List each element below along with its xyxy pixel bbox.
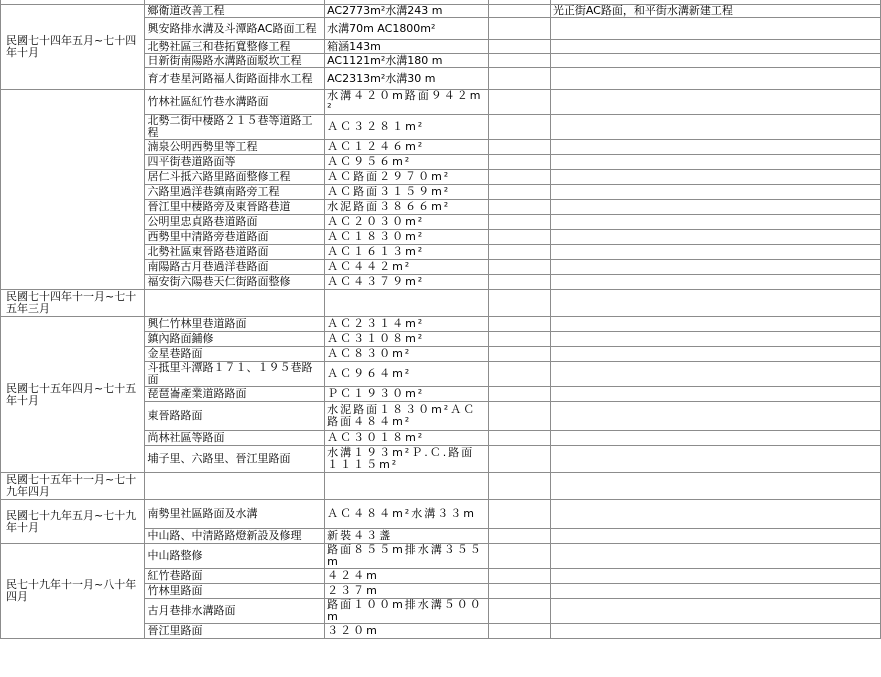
project-name-cell: 古月巷排水溝路面 <box>145 599 324 623</box>
project-name-cell: 鄉衛道改善工程 <box>145 5 324 17</box>
quantity-cell: 水溝４２０m路面９４２m² <box>325 90 488 114</box>
blank-cell <box>489 215 550 229</box>
quantity-cell <box>325 473 488 499</box>
quantity-cell: ＡＣ９５６m² <box>325 155 488 169</box>
quantity-cell: ＡＣ４３７９m² <box>325 275 488 289</box>
note-cell <box>551 402 880 430</box>
project-name-cell: 斗抵里斗潭路１７１、１９５巷路面 <box>145 362 324 386</box>
note-cell <box>551 185 880 199</box>
quantity-cell: ＡＣ９６４m² <box>325 362 488 386</box>
project-name-cell <box>145 473 324 499</box>
blank-cell <box>489 362 550 386</box>
blank-cell <box>489 317 550 331</box>
blank-cell <box>489 387 550 401</box>
blank-cell <box>489 500 550 528</box>
project-name-cell: 尚林社區等路面 <box>145 431 324 445</box>
project-name-cell: 紅竹巷路面 <box>145 569 324 583</box>
table-row <box>1 544 880 568</box>
project-name-cell: 北勢社區三和巷拓寬整修工程 <box>145 40 324 53</box>
blank-cell <box>489 115 550 139</box>
blank-cell <box>489 599 550 623</box>
quantity-cell: 箱涵143m <box>325 40 488 53</box>
note-cell <box>551 155 880 169</box>
note-cell <box>551 569 880 583</box>
blank-cell <box>489 54 550 67</box>
blank-cell <box>489 18 550 39</box>
note-cell <box>551 90 880 114</box>
project-name-cell: 興仁竹林里巷道路面 <box>145 317 324 331</box>
table-row <box>1 317 880 331</box>
note-cell <box>551 446 880 472</box>
quantity-cell: ＡＣ３２８１m² <box>325 115 488 139</box>
project-name-cell: 中山路整修 <box>145 544 324 568</box>
project-name-cell: 育才巷星河路福人街路面排水工程 <box>145 68 324 89</box>
blank-cell <box>489 200 550 214</box>
note-cell <box>551 332 880 346</box>
quantity-cell: ２３７m <box>325 584 488 598</box>
blank-cell <box>489 68 550 89</box>
table-row <box>1 90 880 114</box>
note-cell <box>551 230 880 244</box>
note-cell <box>551 599 880 623</box>
project-name-cell: 埔子里、六路里、晉江里路面 <box>145 446 324 472</box>
note-cell <box>551 347 880 361</box>
blank-cell <box>489 245 550 259</box>
period-cell: 民國七十四年五月~七十四年十月 <box>1 5 144 89</box>
quantity-cell: ＡＣ８３０m² <box>325 347 488 361</box>
note-cell <box>551 275 880 289</box>
note-cell <box>551 18 880 39</box>
note-cell <box>551 500 880 528</box>
project-name-cell: 北勢社區東晉路巷道路面 <box>145 245 324 259</box>
project-name-cell: 晉江里路面 <box>145 624 324 638</box>
blank-cell <box>489 584 550 598</box>
blank-cell <box>489 275 550 289</box>
blank-cell <box>489 260 550 274</box>
blank-cell <box>489 347 550 361</box>
note-cell <box>551 140 880 154</box>
blank-cell <box>489 446 550 472</box>
project-name-cell: 金星巷路面 <box>145 347 324 361</box>
note-cell <box>551 215 880 229</box>
blank-cell <box>489 230 550 244</box>
project-name-cell: 六路里過洋巷鎮南路旁工程 <box>145 185 324 199</box>
project-name-cell: 南陽路古月巷過洋巷路面 <box>145 260 324 274</box>
blank-cell <box>489 5 550 17</box>
note-cell <box>551 68 880 89</box>
note-cell <box>551 317 880 331</box>
quantity-cell: 水泥路面３８６６m² <box>325 200 488 214</box>
blank-cell <box>489 332 550 346</box>
project-name-cell: 西勢里中清路旁巷道路面 <box>145 230 324 244</box>
blank-cell <box>489 140 550 154</box>
quantity-cell: 水泥路面１８３０m²ＡＣ路面４８４m² <box>325 402 488 430</box>
quantity-cell: 路面８５５m排水溝３５５m <box>325 544 488 568</box>
quantity-cell: ＡＣ１２４６m² <box>325 140 488 154</box>
period-cell: 民七十九年十一月~八十年四月 <box>1 544 144 638</box>
quantity-cell: 路面１００m排水溝５００m <box>325 599 488 623</box>
note-cell <box>551 431 880 445</box>
project-name-cell: 公明里忠貞路巷道路面 <box>145 215 324 229</box>
table-row <box>1 0 880 4</box>
note-cell <box>551 290 880 316</box>
blank-cell <box>489 0 550 4</box>
blank-cell <box>489 90 550 114</box>
project-name-cell <box>145 0 324 4</box>
blank-cell <box>489 170 550 184</box>
note-cell <box>551 0 880 4</box>
note-cell <box>551 584 880 598</box>
period-cell: 民國七十五年四月~七十五年十月 <box>1 317 144 472</box>
quantity-cell: AC2313m²水溝30 m <box>325 68 488 89</box>
project-name-cell: 湳泉公明西勢里等工程 <box>145 140 324 154</box>
blank-cell <box>489 402 550 430</box>
note-cell <box>551 387 880 401</box>
note-cell <box>551 115 880 139</box>
project-name-cell: 竹林社區紅竹巷水溝路面 <box>145 90 324 114</box>
blank-cell <box>489 290 550 316</box>
project-name-cell: 福安街六陽巷天仁街路面整修 <box>145 275 324 289</box>
project-name-cell: 興安路排水溝及斗潭路AC路面工程 <box>145 18 324 39</box>
blank-cell <box>489 529 550 543</box>
quantity-cell: 新裝４３盞 <box>325 529 488 543</box>
note-cell <box>551 54 880 67</box>
note-cell <box>551 473 880 499</box>
project-name-cell: 琵琶崙產業道路路面 <box>145 387 324 401</box>
project-name-cell: 鎮內路面鋪修 <box>145 332 324 346</box>
note-cell <box>551 245 880 259</box>
quantity-cell: 水溝70m AC1800m² <box>325 18 488 39</box>
table-row <box>1 500 880 528</box>
project-name-cell: 東晉路路面 <box>145 402 324 430</box>
blank-cell <box>489 40 550 53</box>
project-name-cell: 竹林里路面 <box>145 584 324 598</box>
quantity-cell: ３２０m <box>325 624 488 638</box>
quantity-cell: ＡＣ１６１３m² <box>325 245 488 259</box>
quantity-cell: ４２４m <box>325 569 488 583</box>
quantity-cell: ＰＣ１９３０m² <box>325 387 488 401</box>
quantity-cell: ＡＣ４８４m²水溝３３m <box>325 500 488 528</box>
blank-cell <box>489 185 550 199</box>
quantity-cell: ＡＣ４４２m² <box>325 260 488 274</box>
blank-cell <box>489 569 550 583</box>
blank-cell <box>489 624 550 638</box>
note-cell <box>551 200 880 214</box>
quantity-cell: ＡＣ２０３０m² <box>325 215 488 229</box>
blank-cell <box>489 431 550 445</box>
project-name-cell: 四平街巷道路面等 <box>145 155 324 169</box>
table-row <box>1 290 880 316</box>
project-name-cell: 北勢二街中棲路２１５巷等道路工程 <box>145 115 324 139</box>
period-cell: 民國七十九年五月~七十九年十月 <box>1 500 144 543</box>
note-cell <box>551 624 880 638</box>
quantity-cell: ＡＣ路面２９７０m² <box>325 170 488 184</box>
table-row <box>1 5 880 17</box>
note-cell <box>551 40 880 53</box>
quantity-cell: ＡＣ１８３０m² <box>325 230 488 244</box>
projects-table-body <box>1 0 880 638</box>
blank-cell <box>489 544 550 568</box>
period-cell <box>1 90 144 289</box>
project-name-cell: 南勢里社區路面及水溝 <box>145 500 324 528</box>
period-cell: 民國七十五年十一月~七十九年四月 <box>1 473 144 499</box>
note-cell <box>551 260 880 274</box>
quantity-cell: AC2773m²水溝243 m <box>325 5 488 17</box>
project-name-cell <box>145 290 324 316</box>
quantity-cell <box>325 0 488 4</box>
note-cell <box>551 170 880 184</box>
quantity-cell: ＡＣ３０１８m² <box>325 431 488 445</box>
quantity-cell: ＡＣ２３１４m² <box>325 317 488 331</box>
note-cell <box>551 544 880 568</box>
table-row <box>1 473 880 499</box>
quantity-cell: AC1121m²水溝180 m <box>325 54 488 67</box>
note-cell: 光正街AC路面，和平街水溝新建工程 <box>551 5 880 17</box>
project-name-cell: 晉江里中棲路旁及東晉路巷道 <box>145 200 324 214</box>
note-cell <box>551 362 880 386</box>
project-name-cell: 日新街南陽路水溝路面駁坎工程 <box>145 54 324 67</box>
blank-cell <box>489 155 550 169</box>
quantity-cell <box>325 290 488 316</box>
quantity-cell: ＡＣ３１０８m² <box>325 332 488 346</box>
quantity-cell: 水溝１９３m²Ｐ.Ｃ.路面１１１５m² <box>325 446 488 472</box>
period-cell <box>1 0 144 4</box>
blank-cell <box>489 473 550 499</box>
note-cell <box>551 529 880 543</box>
quantity-cell: ＡＣ路面３１５９m² <box>325 185 488 199</box>
project-name-cell: 居仁斗抵六路里路面整修工程 <box>145 170 324 184</box>
project-name-cell: 中山路、中清路路燈新設及修理 <box>145 529 324 543</box>
period-cell: 民國七十四年十一月~七十五年三月 <box>1 290 144 316</box>
